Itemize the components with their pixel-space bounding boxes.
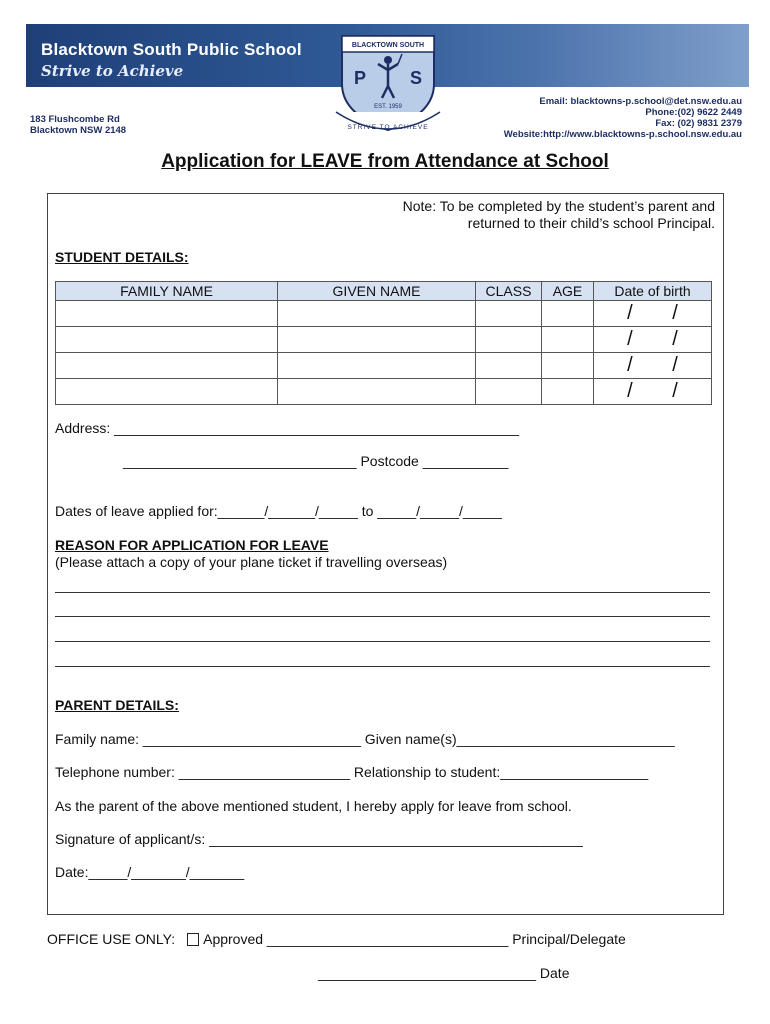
signature-field[interactable]: Signature of applicant/s: ________________________________________________ bbox=[55, 831, 583, 847]
office-date-line[interactable]: ____________________________ Date bbox=[318, 965, 570, 981]
office-use-section bbox=[47, 931, 626, 947]
school-crest bbox=[334, 34, 442, 138]
dates-of-leave-field[interactable]: Dates of leave applied for:______/______/_____ to _____/_____/_____ bbox=[55, 503, 502, 519]
age-cell[interactable] bbox=[542, 379, 594, 405]
age-cell[interactable] bbox=[542, 327, 594, 353]
family-name-cell[interactable] bbox=[56, 353, 278, 379]
parent-declaration: As the parent of the above mentioned student, I hereby apply for leave from school. bbox=[55, 798, 572, 814]
student-table-header bbox=[56, 282, 712, 301]
age-cell[interactable] bbox=[542, 353, 594, 379]
completion-note bbox=[315, 198, 715, 232]
note-line-2: returned to their child’s school Principal. bbox=[467, 215, 715, 231]
date-field[interactable]: Date:_____/_______/_______ bbox=[55, 864, 245, 880]
school-name: Blacktown South Public School bbox=[41, 40, 302, 59]
crest-letter-p: P bbox=[353, 68, 367, 88]
col-date-of-birth: Date of birth bbox=[594, 282, 712, 301]
family-name-cell[interactable] bbox=[56, 301, 278, 327]
contact-fax: Fax: (02) 9831 2379 bbox=[655, 118, 742, 129]
school-motto: Strive to Achieve bbox=[41, 62, 184, 80]
address-field[interactable]: Address: ____________________________________________________ bbox=[55, 420, 520, 436]
approved-principal-line[interactable]: Approved _______________________________ Principal/Delegate bbox=[203, 931, 626, 947]
given-name-cell[interactable] bbox=[278, 353, 476, 379]
student-table bbox=[55, 281, 712, 405]
reason-heading: REASON FOR APPLICATION FOR LEAVE bbox=[55, 537, 329, 553]
class-cell[interactable] bbox=[476, 353, 542, 379]
application-form bbox=[47, 193, 724, 915]
approved-checkbox[interactable] bbox=[187, 933, 199, 946]
contact-phone: Phone:(02) 9622 2449 bbox=[645, 107, 742, 118]
office-use-label: OFFICE USE ONLY: bbox=[47, 931, 176, 947]
family-name-cell[interactable] bbox=[56, 379, 278, 405]
table-row bbox=[56, 353, 712, 379]
contact-email: Email: blacktowns-p.school@det.nsw.edu.au bbox=[539, 96, 742, 107]
reason-line-1[interactable] bbox=[55, 592, 710, 593]
table-row bbox=[56, 301, 712, 327]
reason-instruction: (Please attach a copy of your plane ticket if travelling overseas) bbox=[55, 554, 448, 570]
note-line-1: Note: To be completed by the student’s parent and bbox=[402, 198, 715, 214]
dob-cell[interactable]: / / bbox=[594, 379, 712, 405]
telephone-field[interactable]: Telephone number: ______________________ Relationship to student:___________________ bbox=[55, 764, 649, 780]
crest-est: EST. 1959 bbox=[374, 104, 402, 110]
crest-letter-s: S bbox=[409, 68, 423, 88]
class-cell[interactable] bbox=[476, 301, 542, 327]
table-row bbox=[56, 327, 712, 353]
class-cell[interactable] bbox=[476, 379, 542, 405]
col-given-name: GIVEN NAME bbox=[278, 282, 476, 301]
dob-cell[interactable]: / / bbox=[594, 353, 712, 379]
school-contact bbox=[504, 96, 742, 140]
family-name-field[interactable]: Family name: ____________________________ Given name(s)____________________________ bbox=[55, 731, 675, 747]
contact-website: Website:http://www.blacktowns-p.school.nsw.edu.au bbox=[503, 129, 742, 140]
class-cell[interactable] bbox=[476, 327, 542, 353]
crest-ribbon: STRIVE TO ACHIEVE bbox=[347, 124, 429, 131]
given-name-cell[interactable] bbox=[278, 327, 476, 353]
address-line-2: Blacktown NSW 2148 bbox=[30, 125, 127, 136]
student-details-heading: STUDENT DETAILS: bbox=[55, 249, 189, 265]
dob-cell[interactable]: / / bbox=[594, 327, 712, 353]
col-family-name: FAMILY NAME bbox=[56, 282, 278, 301]
given-name-cell[interactable] bbox=[278, 379, 476, 405]
col-age: AGE bbox=[542, 282, 594, 301]
reason-line-2[interactable] bbox=[55, 616, 710, 617]
crest-top-text: BLACKTOWN SOUTH bbox=[351, 42, 425, 49]
table-row bbox=[56, 379, 712, 405]
age-cell[interactable] bbox=[542, 301, 594, 327]
document-title: Application for LEAVE from Attendance at School bbox=[161, 151, 609, 172]
family-name-cell[interactable] bbox=[56, 327, 278, 353]
address-line-1: 183 Flushcombe Rd bbox=[30, 114, 120, 125]
given-name-cell[interactable] bbox=[278, 301, 476, 327]
dob-cell[interactable]: / / bbox=[594, 301, 712, 327]
col-class: CLASS bbox=[476, 282, 542, 301]
reason-line-4[interactable] bbox=[55, 666, 710, 667]
reason-line-3[interactable] bbox=[55, 641, 710, 642]
parent-details-heading: PARENT DETAILS: bbox=[55, 697, 179, 713]
school-address bbox=[30, 114, 126, 136]
address-line-2-postcode[interactable]: ______________________________ Postcode ___________ bbox=[123, 453, 509, 469]
